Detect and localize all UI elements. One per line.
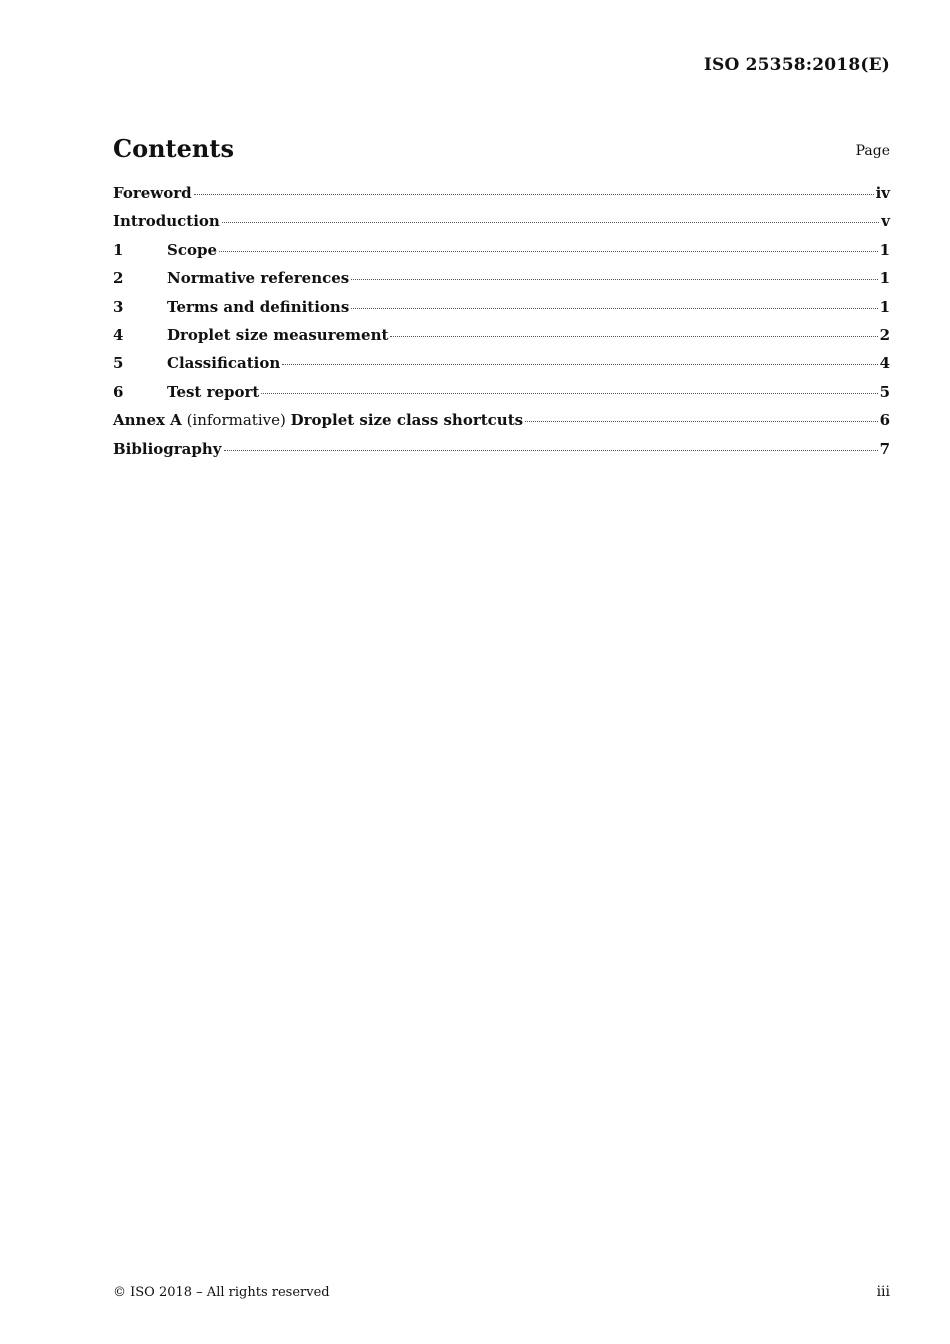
toc-entry-title: Bibliography: [113, 439, 222, 458]
toc-entry-title: Introduction: [113, 212, 220, 231]
toc-dot-leader: [194, 194, 874, 195]
toc-entry-foreword[interactable]: [113, 184, 890, 212]
toc-entry-title: Classification: [167, 354, 281, 373]
toc-dot-leader: [222, 222, 879, 223]
toc-entry-droplet-size-measurement[interactable]: [113, 326, 890, 354]
footer-page-number: iii: [876, 1284, 890, 1300]
toc-entry-annex-a[interactable]: [113, 411, 890, 439]
annex-note: (informative): [181, 411, 291, 430]
toc-entry-bibliography[interactable]: [113, 440, 890, 468]
toc-entry-title: Terms and definitions: [167, 297, 350, 316]
toc-entry-number: 4: [113, 325, 124, 344]
toc-entry-page: 4: [879, 354, 890, 373]
toc-entry-number: 1: [113, 240, 124, 259]
toc-entry-page: v: [881, 212, 890, 231]
toc-dot-leader: [219, 251, 878, 252]
toc-entry-test-report[interactable]: [113, 383, 890, 411]
toc-entry-classification[interactable]: [113, 354, 890, 382]
annex-label: Annex A: [113, 411, 182, 430]
toc-dot-leader: [351, 279, 877, 280]
toc-entry-page: 2: [879, 325, 890, 344]
toc-entry-page: 5: [879, 382, 890, 401]
toc-entry-number: 6: [113, 382, 124, 401]
toc-entry-page: 6: [879, 411, 890, 430]
toc-entry-page: 7: [879, 439, 890, 458]
toc-entry-page: 1: [879, 297, 890, 316]
toc-dot-leader: [261, 393, 877, 394]
toc-dot-leader: [525, 421, 877, 422]
toc-entry-terms-and-definitions[interactable]: [113, 298, 890, 326]
toc-dot-leader: [282, 364, 877, 365]
toc-entry-title: [113, 411, 523, 429]
toc-entry-page: 1: [879, 240, 890, 259]
toc-entry-normative-references[interactable]: [113, 269, 890, 297]
footer-copyright: © ISO 2018 – All rights reserved: [113, 1285, 330, 1300]
table-of-contents: [113, 184, 890, 468]
page-column-label: Page: [855, 143, 890, 159]
annex-title: Droplet size class shortcuts: [290, 411, 524, 430]
toc-entry-title: Test report: [167, 382, 260, 401]
toc-entry-title: Droplet size measurement: [167, 325, 389, 344]
toc-entry-title: Foreword: [113, 184, 192, 202]
toc-dot-leader: [390, 336, 877, 337]
toc-dot-leader: [351, 308, 877, 309]
toc-entry-page: 1: [879, 269, 890, 288]
contents-heading: Contents: [113, 134, 234, 163]
toc-dot-leader: [224, 450, 878, 451]
toc-entry-number: 5: [113, 354, 124, 373]
toc-entry-scope[interactable]: [113, 241, 890, 269]
toc-entry-page: iv: [875, 184, 890, 202]
toc-entry-title: Scope: [167, 240, 218, 259]
document-id: ISO 25358:2018(E): [703, 55, 890, 75]
toc-entry-number: 3: [113, 297, 124, 316]
toc-entry-number: 2: [113, 269, 124, 288]
toc-entry-introduction[interactable]: [113, 212, 890, 240]
toc-entry-title: Normative references: [167, 269, 350, 288]
